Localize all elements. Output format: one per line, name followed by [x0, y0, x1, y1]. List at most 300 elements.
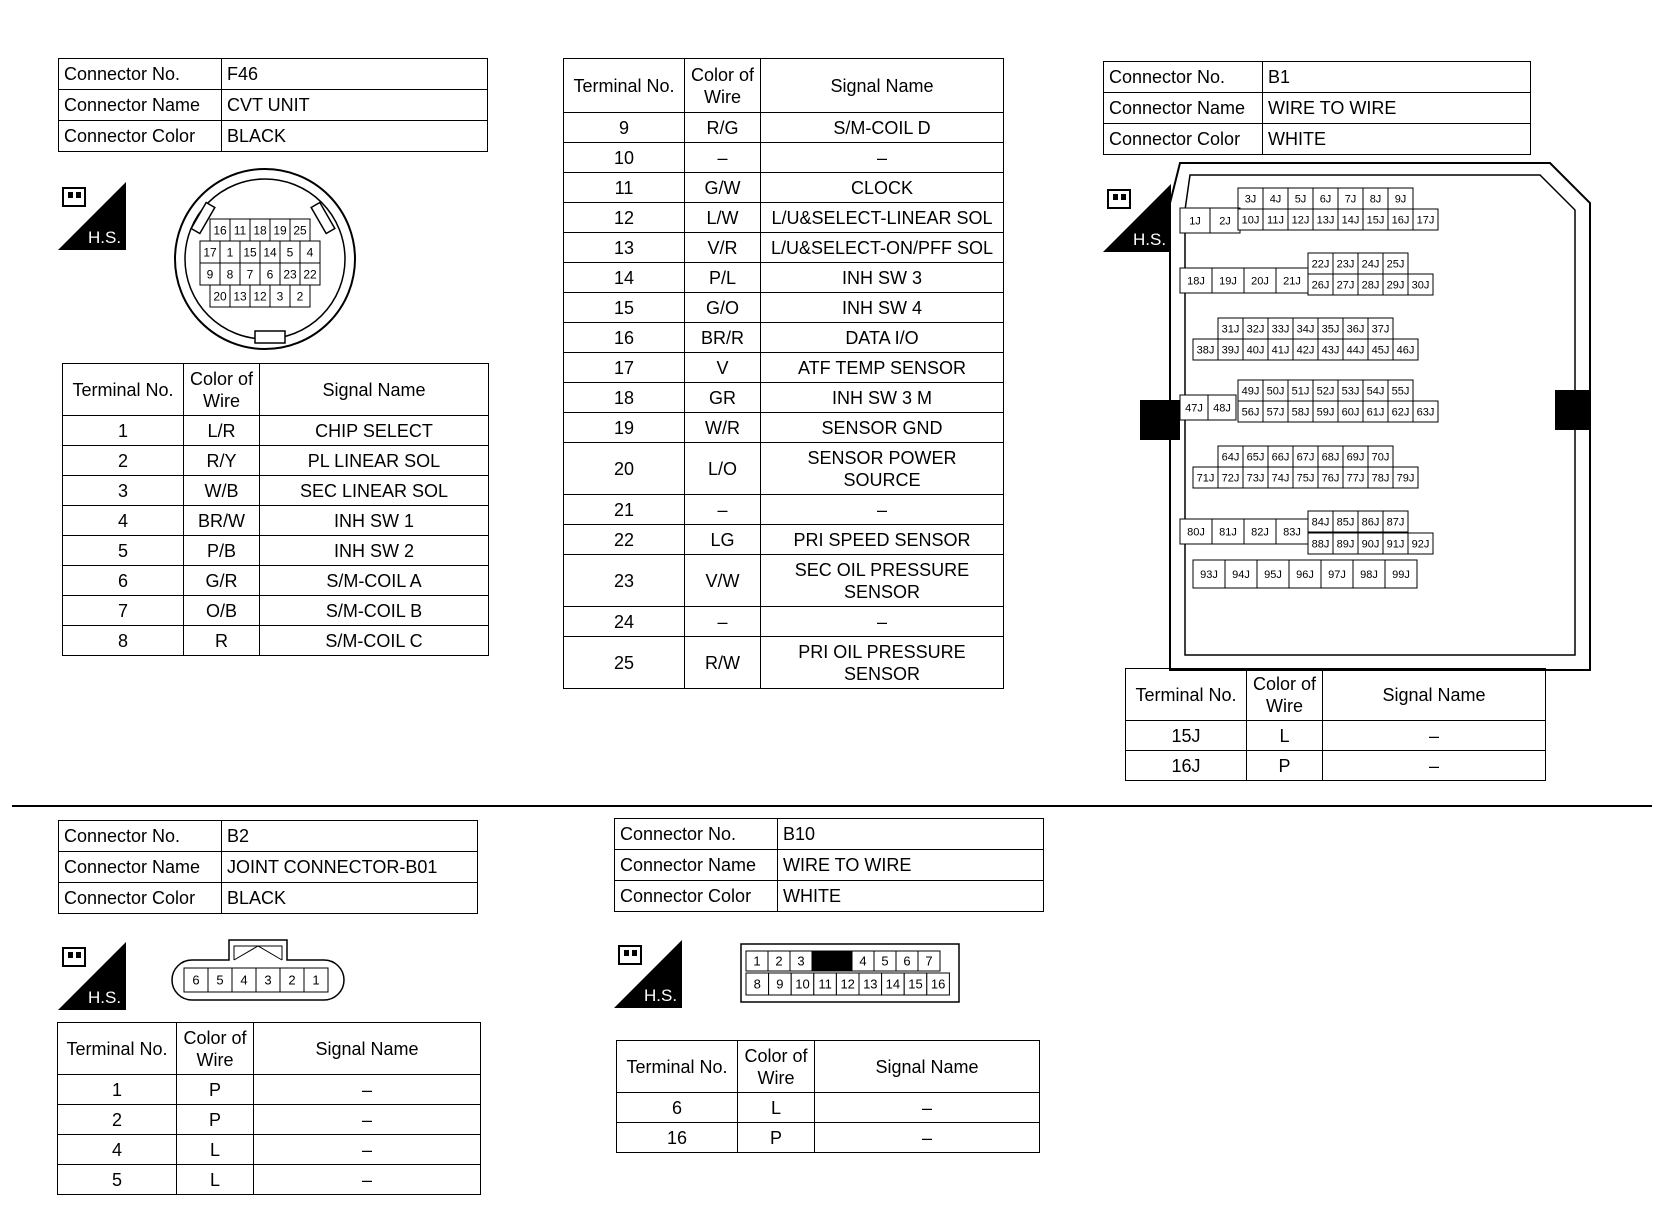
pin-cell: [1321, 560, 1353, 588]
pin-label: 5J: [1294, 193, 1307, 206]
table-row: [564, 495, 1004, 525]
pin-cell: [1363, 209, 1388, 230]
signal-name-cell: CHIP SELECT: [260, 416, 489, 446]
signal-name-cell: SEC LINEAR SOL: [260, 476, 489, 506]
pin-cell: [1193, 560, 1225, 588]
pin-label: 59J: [1316, 406, 1335, 419]
pin-cell: [1313, 401, 1338, 422]
table-row: [564, 323, 1004, 353]
pin-cell: [1383, 533, 1408, 554]
b2-connector-name: JOINT CONNECTOR-B01: [222, 852, 478, 883]
pin-label: 47J: [1185, 402, 1203, 415]
table-row: [58, 1165, 481, 1195]
signal-name-cell: –: [254, 1135, 481, 1165]
wire-color-cell: GR: [685, 383, 761, 413]
pin-label: 8: [226, 267, 234, 282]
pin-cell: [1238, 401, 1263, 422]
wire-color-cell: G/O: [685, 293, 761, 323]
pin-label: 69J: [1346, 451, 1365, 464]
pin-cell: [250, 219, 270, 241]
pin-label: 4: [240, 972, 248, 988]
pin-cell: [1338, 380, 1363, 401]
b10-connector-name: WIRE TO WIRE: [778, 850, 1044, 881]
header-signal-name: Signal Name: [815, 1041, 1040, 1093]
pin-label: 9J: [1394, 193, 1407, 206]
terminal-no-cell: 11: [564, 173, 685, 203]
pin-label: 62J: [1391, 406, 1410, 419]
wire-color-cell: P: [1247, 751, 1323, 781]
wire-color-cell: –: [685, 495, 761, 525]
wire-color-cell: V/W: [685, 555, 761, 607]
pin-cell: [1212, 268, 1244, 293]
pin-label: 84J: [1311, 516, 1330, 529]
pin-cell: [1383, 274, 1408, 295]
terminal-no-cell: 13: [564, 233, 685, 263]
pin-label: 2: [288, 972, 296, 988]
signal-name-cell: –: [254, 1105, 481, 1135]
pin-label: 13J: [1316, 214, 1335, 227]
pin-cell: [304, 968, 328, 992]
pin-cell: [1243, 467, 1268, 488]
pin-cell: [256, 968, 280, 992]
pin-label: 32J: [1246, 323, 1265, 336]
signal-name-cell: –: [254, 1165, 481, 1195]
wire-color-cell: V: [685, 353, 761, 383]
pin-label: 1: [312, 972, 320, 988]
header-color-of-wire: Color of Wire: [184, 364, 260, 416]
pin-label: 24J: [1361, 258, 1380, 271]
pin-cell: [1212, 519, 1244, 544]
header-terminal-no: Terminal No.: [63, 364, 184, 416]
pin-label: 58J: [1291, 406, 1310, 419]
pin-label: 25J: [1386, 258, 1405, 271]
pin-cell: [1343, 339, 1368, 360]
hs-icon: [58, 942, 126, 1010]
header-signal-name: Signal Name: [1323, 669, 1546, 721]
pin-cell: [200, 263, 220, 285]
terminal-no-cell: 22: [564, 525, 685, 555]
pin-label: 6J: [1319, 193, 1332, 206]
wire-color-cell: L: [177, 1135, 254, 1165]
pin-cell: [1318, 318, 1343, 339]
pin-cell: [1388, 401, 1413, 422]
pin-label: 8: [753, 976, 761, 992]
pin-label: 16: [213, 223, 227, 238]
signal-name-cell: CLOCK: [761, 173, 1004, 203]
pin-cell: [1368, 318, 1393, 339]
label-connector-no: Connector No.: [615, 819, 778, 850]
b1-terminal-table: [1125, 668, 1546, 781]
table-row: [564, 525, 1004, 555]
svg-text:H.S.: H.S.: [88, 988, 122, 1007]
pin-cell: [896, 951, 918, 971]
wire-color-cell: R: [184, 626, 260, 656]
pin-label: 7: [925, 953, 933, 969]
table-row: [564, 143, 1004, 173]
terminal-no-cell: 6: [63, 566, 184, 596]
pin-label: 7J: [1344, 193, 1357, 206]
pin-cell: [791, 973, 814, 995]
signal-name-cell: S/M-COIL A: [260, 566, 489, 596]
signal-name-cell: –: [254, 1075, 481, 1105]
b1-connector-no: B1: [1263, 62, 1531, 93]
pin-label: 74J: [1271, 472, 1290, 485]
b1-connector-color: WHITE: [1263, 124, 1531, 155]
pin-cell: [1308, 274, 1333, 295]
table-row: [617, 1093, 1040, 1123]
pin-label: 60J: [1341, 406, 1360, 419]
wire-color-cell: P/B: [184, 536, 260, 566]
pin-cell: [1313, 380, 1338, 401]
terminal-no-cell: 15: [564, 293, 685, 323]
pin-cell: [230, 285, 250, 307]
terminal-no-cell: 18: [564, 383, 685, 413]
signal-name-cell: S/M-COIL C: [260, 626, 489, 656]
table-row: [564, 233, 1004, 263]
terminal-no-cell: 2: [63, 446, 184, 476]
pin-label: 52J: [1316, 385, 1335, 398]
terminal-no-cell: 6: [617, 1093, 738, 1123]
pin-cell: [1313, 188, 1338, 209]
pin-label: 42J: [1296, 344, 1315, 357]
pin-cell: [1343, 446, 1368, 467]
hs-icon: [614, 940, 682, 1008]
pin-label: 18: [253, 223, 267, 238]
header-terminal-no: Terminal No.: [58, 1023, 177, 1075]
pin-cell: [1218, 467, 1243, 488]
pin-label: 94J: [1232, 568, 1250, 581]
pin-cell: [814, 973, 837, 995]
b1-connector-name: WIRE TO WIRE: [1263, 93, 1531, 124]
wire-color-cell: G/R: [184, 566, 260, 596]
pin-label: 48J: [1213, 402, 1231, 415]
pin-label: 91J: [1386, 538, 1405, 551]
pin-cell: [208, 968, 232, 992]
pin-cell: [1338, 188, 1363, 209]
label-connector-no: Connector No.: [59, 59, 222, 90]
pin-label: 79J: [1396, 472, 1415, 485]
b10-info-table: [614, 818, 1044, 912]
pin-label: 3J: [1244, 193, 1257, 206]
pin-cell: [1343, 467, 1368, 488]
table-row: [617, 1123, 1040, 1153]
pin-cell: [1243, 318, 1268, 339]
b2-connector-no: B2: [222, 821, 478, 852]
pin-label: 25: [293, 223, 307, 238]
pin-cell: [1180, 208, 1210, 233]
terminal-no-cell: 24: [564, 607, 685, 637]
pin-cell: [200, 241, 220, 263]
table-row: [63, 536, 489, 566]
pin-cell: [1268, 467, 1293, 488]
pin-label: 11: [818, 976, 832, 992]
pin-label: 95J: [1264, 568, 1282, 581]
label-connector-color: Connector Color: [1104, 124, 1263, 155]
pin-cell: [1388, 209, 1413, 230]
pin-label: 71J: [1196, 472, 1215, 485]
pin-cell: [1263, 209, 1288, 230]
svg-text:H.S.: H.S.: [88, 228, 122, 247]
terminal-no-cell: 25: [564, 637, 685, 689]
pin-label: 23J: [1336, 258, 1355, 271]
pin-cell: [1318, 339, 1343, 360]
wire-color-cell: O/B: [184, 596, 260, 626]
table-row: [63, 506, 489, 536]
pin-label: 99J: [1392, 568, 1410, 581]
pin-label: 29J: [1386, 279, 1405, 292]
pin-label: 19J: [1219, 275, 1237, 288]
pin-cell: [1208, 395, 1236, 420]
pin-cell: [1218, 339, 1243, 360]
terminal-no-cell: 16: [617, 1123, 738, 1153]
pin-label: 6: [903, 953, 911, 969]
label-connector-no: Connector No.: [59, 821, 222, 852]
signal-name-cell: SENSOR POWER SOURCE: [761, 443, 1004, 495]
pin-label: 78J: [1371, 472, 1390, 485]
b2-connector-color: BLACK: [222, 883, 478, 914]
pin-cell: [1368, 446, 1393, 467]
pin-label: 53J: [1341, 385, 1360, 398]
table-row: [564, 263, 1004, 293]
pin-cell: [790, 951, 812, 971]
pin-label: 80J: [1187, 526, 1205, 539]
table-row: [63, 626, 489, 656]
terminal-no-cell: 21: [564, 495, 685, 525]
pin-cell: [1293, 446, 1318, 467]
pin-cell: [1393, 339, 1418, 360]
table-row: [564, 637, 1004, 689]
pin-label: 2: [296, 289, 304, 304]
pin-cell: [1368, 467, 1393, 488]
pin-cell: [230, 219, 250, 241]
pin-cell: [240, 241, 260, 263]
header-terminal-no: Terminal No.: [617, 1041, 738, 1093]
wire-color-cell: G/W: [685, 173, 761, 203]
pin-label: 1: [226, 245, 234, 260]
pin-cell: [1363, 380, 1388, 401]
pin-cell: [1180, 395, 1208, 420]
header-color-of-wire: Color of Wire: [1247, 669, 1323, 721]
signal-name-cell: SENSOR GND: [761, 413, 1004, 443]
signal-name-cell: INH SW 1: [260, 506, 489, 536]
pin-cell: [1358, 274, 1383, 295]
pin-label: 5: [881, 953, 889, 969]
signal-name-cell: SEC OIL PRESSURE SENSOR: [761, 555, 1004, 607]
pin-cell: [1383, 253, 1408, 274]
wire-color-cell: R/W: [685, 637, 761, 689]
wire-color-cell: L: [738, 1093, 815, 1123]
pin-cell: [1218, 446, 1243, 467]
pin-cell: [1268, 446, 1293, 467]
terminal-no-cell: 9: [564, 113, 685, 143]
pin-cell: [1276, 519, 1308, 544]
pin-label: 19: [273, 223, 287, 238]
pin-cell: [927, 973, 950, 995]
terminal-no-cell: 16J: [1126, 751, 1247, 781]
pin-cell: [1238, 380, 1263, 401]
pin-label: 36J: [1346, 323, 1365, 336]
section-divider: [12, 805, 1652, 807]
pin-label: 15: [908, 976, 923, 992]
pin-label: 51J: [1291, 385, 1310, 398]
terminal-no-cell: 5: [58, 1165, 177, 1195]
pin-label: 4: [859, 953, 867, 969]
pin-cell: [1338, 209, 1363, 230]
pin-label: 49J: [1241, 385, 1260, 398]
b1-connector-face: [1140, 160, 1610, 670]
table-row: [564, 113, 1004, 143]
pin-cell: [280, 263, 300, 285]
pin-label: 2J: [1219, 215, 1231, 228]
pin-cell: [1393, 467, 1418, 488]
pin-label: 7: [246, 267, 254, 282]
pin-cell: [240, 263, 260, 285]
pin-label: 14: [885, 976, 901, 992]
signal-name-cell: –: [761, 495, 1004, 525]
label-connector-name: Connector Name: [615, 850, 778, 881]
table-row: [63, 476, 489, 506]
pin-cell: [1308, 511, 1333, 532]
pin-cell: [1238, 188, 1263, 209]
pin-cell: [836, 973, 859, 995]
pin-cell: [300, 263, 320, 285]
header-color-of-wire: Color of Wire: [738, 1041, 815, 1093]
pin-label: 35J: [1321, 323, 1340, 336]
pin-label: 3: [797, 953, 805, 969]
table-row: [564, 383, 1004, 413]
wire-color-cell: LG: [685, 525, 761, 555]
pin-cell: [1243, 339, 1268, 360]
pin-label: 81J: [1219, 526, 1237, 539]
pin-cell: [1268, 339, 1293, 360]
pin-label: 17J: [1416, 214, 1435, 227]
signal-name-cell: INH SW 2: [260, 536, 489, 566]
terminal-no-cell: 10: [564, 143, 685, 173]
pin-label: 92J: [1411, 538, 1430, 551]
pin-label: 6: [266, 267, 274, 282]
label-connector-color: Connector Color: [59, 883, 222, 914]
pin-label: 57J: [1266, 406, 1285, 419]
signal-name-cell: PL LINEAR SOL: [260, 446, 489, 476]
pin-cell: [1363, 401, 1388, 422]
signal-name-cell: PRI SPEED SENSOR: [761, 525, 1004, 555]
pin-label: 9: [776, 976, 784, 992]
pin-cell: [1276, 268, 1308, 293]
signal-name-cell: L/U&SELECT-ON/PFF SOL: [761, 233, 1004, 263]
pin-cell: [1180, 519, 1212, 544]
terminal-no-cell: 15J: [1126, 721, 1247, 751]
pin-cell: [1238, 209, 1263, 230]
wire-color-cell: –: [685, 143, 761, 173]
pin-cell: [882, 973, 905, 995]
table-row: [63, 596, 489, 626]
pin-label: 12: [840, 976, 855, 992]
pin-label: 15J: [1366, 214, 1385, 227]
pin-cell: [280, 968, 304, 992]
wire-color-cell: L/R: [184, 416, 260, 446]
pin-label: 1: [753, 953, 761, 969]
pin-cell: [1408, 533, 1433, 554]
pin-label: 11: [233, 223, 247, 238]
signal-name-cell: –: [761, 143, 1004, 173]
pin-cell: [1388, 188, 1413, 209]
pin-label: 83J: [1283, 526, 1301, 539]
pin-label: 16: [930, 976, 946, 992]
b10-connector-no: B10: [778, 819, 1044, 850]
table-row: [564, 293, 1004, 323]
header-terminal-no: Terminal No.: [1126, 669, 1247, 721]
pin-label: 10J: [1241, 214, 1260, 227]
pin-cell: [1313, 209, 1338, 230]
pin-cell: [1180, 268, 1212, 293]
pin-cell: [1358, 533, 1383, 554]
terminal-no-cell: 17: [564, 353, 685, 383]
pin-cell: [250, 285, 270, 307]
wire-color-cell: L/W: [685, 203, 761, 233]
pin-label: 4: [306, 245, 314, 260]
pin-cell: [1388, 380, 1413, 401]
pin-cell: [210, 219, 230, 241]
signal-name-cell: ATF TEMP SENSOR: [761, 353, 1004, 383]
pin-label: 39J: [1221, 344, 1240, 357]
pin-label: 15: [243, 245, 257, 260]
terminal-no-cell: 20: [564, 443, 685, 495]
pin-label: 33J: [1271, 323, 1290, 336]
pin-label: 66J: [1271, 451, 1290, 464]
label-connector-name: Connector Name: [1104, 93, 1263, 124]
pin-label: 40J: [1246, 344, 1265, 357]
b2-info-table: [58, 820, 478, 914]
pin-label: 37J: [1371, 323, 1390, 336]
wire-color-cell: P: [177, 1105, 254, 1135]
wire-color-cell: W/B: [184, 476, 260, 506]
pin-label: 54J: [1366, 385, 1385, 398]
pin-cell: [812, 951, 852, 971]
signal-name-cell: –: [815, 1123, 1040, 1153]
pin-label: 10: [795, 976, 810, 992]
pin-cell: [769, 973, 792, 995]
table-row: [564, 555, 1004, 607]
terminal-no-cell: 3: [63, 476, 184, 506]
terminal-no-cell: 5: [63, 536, 184, 566]
wire-color-cell: V/R: [685, 233, 761, 263]
pin-cell: [1358, 511, 1383, 532]
wire-color-cell: W/R: [685, 413, 761, 443]
signal-name-cell: –: [1323, 751, 1546, 781]
pin-cell: [1333, 511, 1358, 532]
f46-info-table: [58, 58, 488, 152]
b10-connector-face: [740, 943, 960, 1005]
hs-icon: [58, 182, 126, 250]
pin-label: 61J: [1366, 406, 1385, 419]
pin-label: 22J: [1311, 258, 1330, 271]
terminal-no-cell: 19: [564, 413, 685, 443]
wire-color-cell: BR/W: [184, 506, 260, 536]
signal-name-cell: INH SW 3 M: [761, 383, 1004, 413]
pin-label: 82J: [1251, 526, 1269, 539]
wire-color-cell: P: [177, 1075, 254, 1105]
signal-name-cell: DATA I/O: [761, 323, 1004, 353]
signal-name-cell: –: [815, 1093, 1040, 1123]
pin-label: 96J: [1296, 568, 1314, 581]
pin-cell: [1263, 380, 1288, 401]
pin-label: 76J: [1321, 472, 1340, 485]
label-connector-name: Connector Name: [59, 90, 222, 121]
pin-cell: [1244, 268, 1276, 293]
pin-cell: [859, 973, 882, 995]
pin-cell: [1244, 519, 1276, 544]
signal-name-cell: PRI OIL PRESSURE SENSOR: [761, 637, 1004, 689]
